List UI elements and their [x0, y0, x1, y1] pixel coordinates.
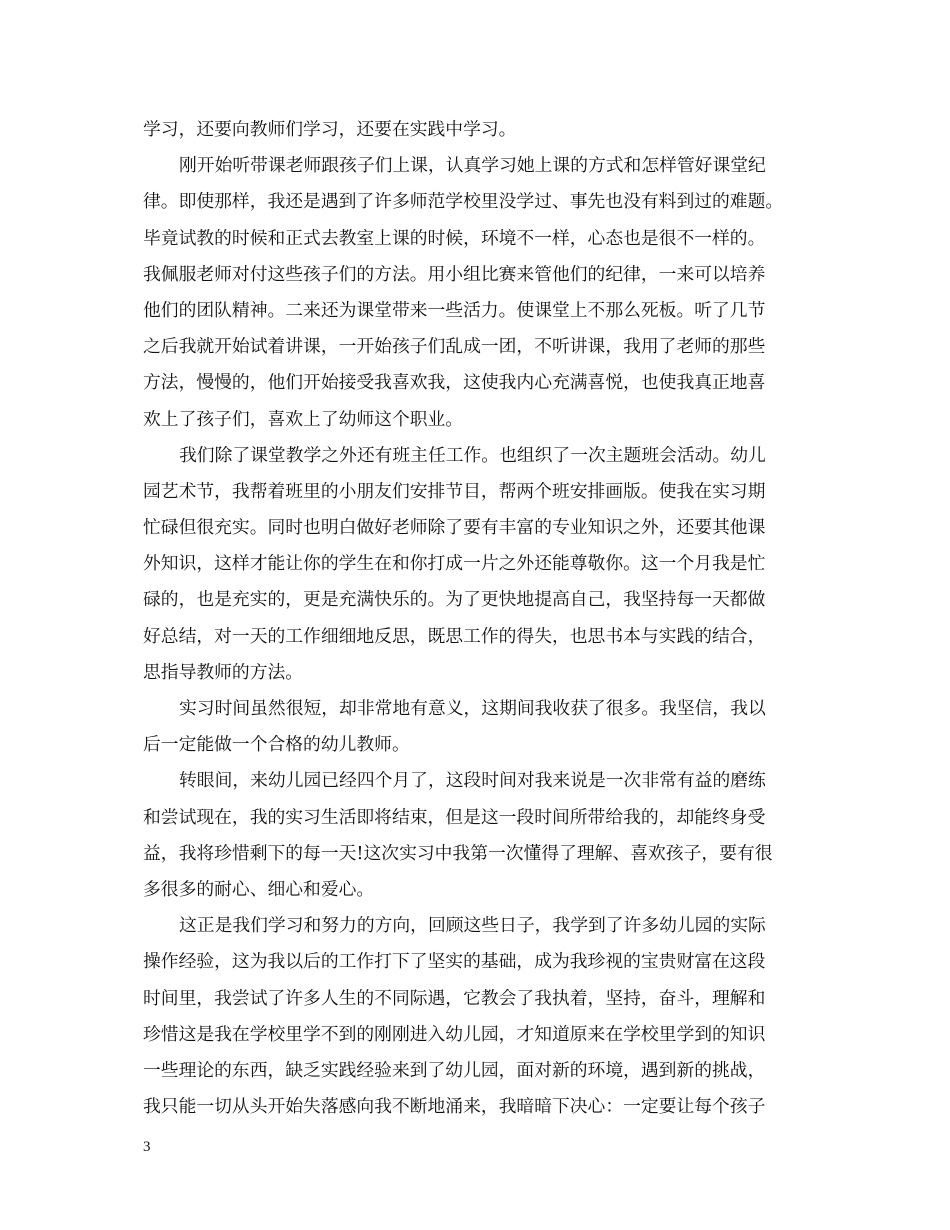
text-line: 毕竟试教的时候和正式去教室上课的时候，环境不一样，心态也是很不一样的。: [143, 227, 766, 249]
text-line: 外知识，这样才能让你的学生在和你打成一片之外还能尊敬你。这一个月我是忙: [143, 553, 766, 575]
text-line: 和尝试现在，我的实习生活即将结束，但是这一段时间所带给我的，却能终身受: [143, 806, 766, 828]
text-line: 刚开始听带课老师跟孩子们上课，认真学习她上课的方式和怎样管好课堂纪: [179, 155, 766, 177]
text-line: 碌的，也是充实的，更是充满快乐的。为了更快地提高自己，我坚持每一天都做: [143, 589, 766, 611]
document-body: [143, 112, 807, 1125]
text-line: 园艺术节，我帮着班里的小朋友们安排节目，帮两个班安排画版。使我在实习期: [143, 480, 766, 502]
text-line: 学习，还要向教师们学习，还要在实践中学习。: [143, 119, 517, 140]
text-line: 我们除了课堂教学之外还有班主任工作。也组织了一次主题班会活动。幼儿: [179, 444, 766, 466]
text-line: 我佩服老师对付这些孩子们的方法。用小组比赛来管他们的纪律，一来可以培养: [143, 263, 766, 285]
text-line: 后一定能做一个合格的幼儿教师。: [143, 734, 410, 756]
text-line: 好总结，对一天的工作细细地反思，既思工作的得失，也思书本与实践的结合，: [143, 625, 766, 647]
text-line: 之后我就开始试着讲课，一开始孩子们乱成一团，不听讲课，我用了老师的那些: [143, 336, 766, 358]
text-line: 一些理论的东西，缺乏实践经验来到了幼儿园，面对新的环境，遇到新的挑战，: [143, 1059, 766, 1081]
text-line: 时间里，我尝试了许多人生的不同际遇，它教会了我执着，坚持，奋斗，理解和: [143, 987, 766, 1009]
text-line: 这正是我们学习和努力的方向，回顾这些日子，我学到了许多幼儿园的实际: [179, 915, 766, 937]
text-line: 转眼间，来幼儿园已经四个月了，这段时间对我来说是一次非常有益的磨练: [179, 770, 766, 792]
text-line: 多很多的耐心、细心和爱心。: [143, 878, 375, 900]
text-line: 益，我将珍惜剩下的每一天!这次实习中我第一次懂得了理解、喜欢孩子，要有很: [143, 842, 773, 864]
text-line: 思指导教师的方法。: [143, 661, 304, 683]
text-line: 我只能一切从头开始失落感向我不断地涌来，我暗暗下决心：一定要让每个孩子: [143, 1096, 766, 1118]
text-line: 他们的团队精神。二来还为课堂带来一些活力。使课堂上不那么死板。听了几节: [143, 299, 766, 321]
text-line: 操作经验，这为我以后的工作打下了坚实的基础，成为我珍视的宝贵财富在这段: [143, 951, 766, 973]
text-line: 律。即使那样，我还是遇到了许多师范学校里没学过、事先也没有料到过的难题。: [143, 191, 784, 213]
text-line: 忙碌但很充实。同时也明白做好老师除了要有丰富的专业知识之外，还要其他课: [143, 517, 766, 539]
text-line: 珍惜这是我在学校里学不到的刚刚进入幼儿园，才知道原来在学校里学到的知识: [143, 1023, 766, 1045]
text-line: 欢上了孩子们，喜欢上了幼师这个职业。: [143, 408, 464, 430]
text-line: 实习时间虽然很短，却非常地有意义，这期间我收获了很多。我坚信，我以: [179, 698, 766, 719]
page-number: 3: [143, 1139, 151, 1155]
text-line: 方法，慢慢的，他们开始接受我喜欢我，这使我内心充满喜悦，也使我真正地喜: [143, 372, 766, 394]
